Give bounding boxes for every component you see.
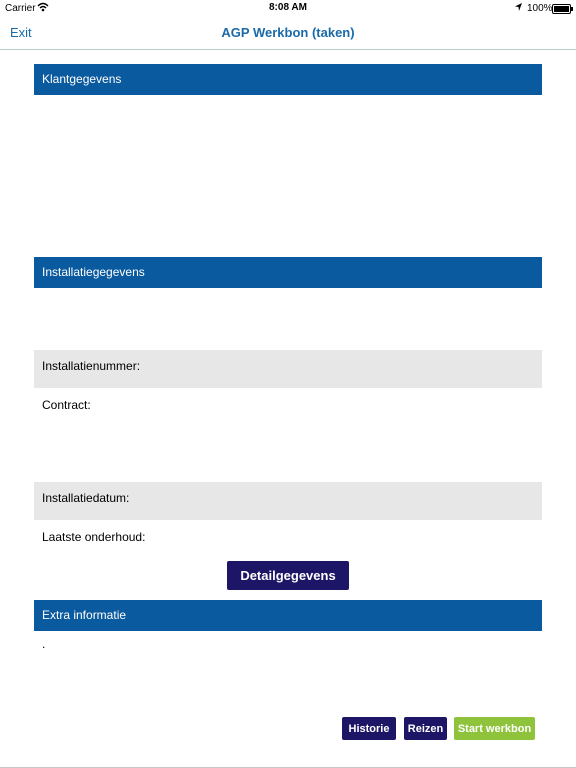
reizen-button[interactable]: Reizen: [404, 717, 447, 740]
exit-button[interactable]: Exit: [10, 25, 32, 40]
section-header-installatiegegevens: Installatiegegevens: [34, 257, 542, 288]
installatienummer-label: Installatienummer:: [34, 350, 542, 388]
laatste-onderhoud-label: Laatste onderhoud:: [42, 530, 146, 544]
status-time: 8:08 AM: [269, 2, 307, 13]
battery-percentage: 100%: [527, 3, 553, 14]
contract-label: Contract:: [42, 398, 91, 412]
carrier-label: Carrier: [5, 3, 36, 14]
detailgegevens-button[interactable]: Detailgegevens: [227, 561, 349, 590]
page-title: AGP Werkbon (taken): [221, 25, 355, 40]
start-werkbon-button[interactable]: Start werkbon: [454, 717, 535, 740]
section-header-klantgegevens: Klantgegevens: [34, 64, 542, 95]
extra-info-text: .: [42, 637, 46, 651]
battery-icon: [552, 4, 571, 14]
navigation-bar: [0, 17, 576, 50]
status-bar: [0, 0, 576, 16]
location-arrow-icon: [514, 2, 523, 15]
installatiedatum-label: Installatiedatum:: [34, 482, 542, 520]
section-header-extra-informatie: Extra informatie: [34, 600, 542, 631]
historie-button[interactable]: Historie: [342, 717, 396, 740]
